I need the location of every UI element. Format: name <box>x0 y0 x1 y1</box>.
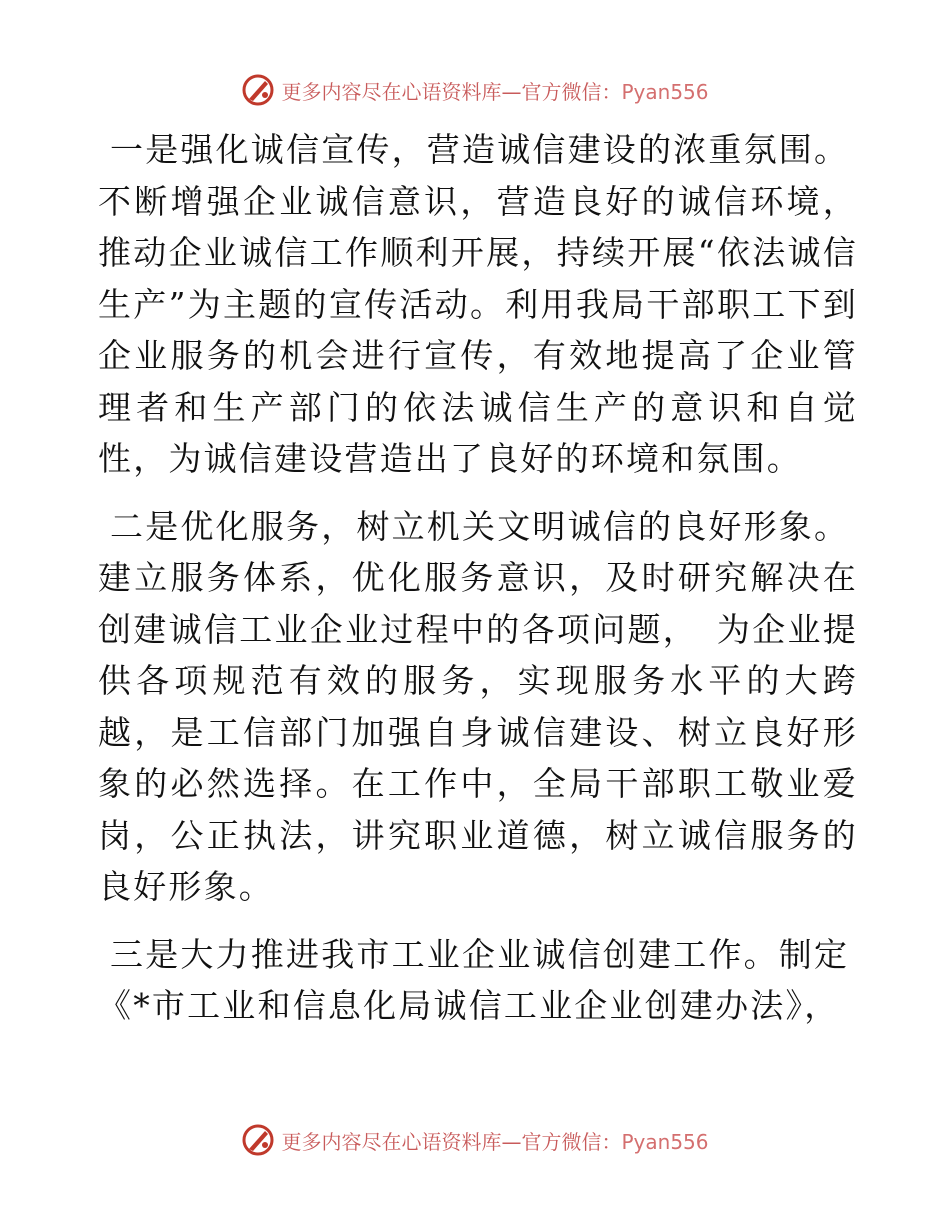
paragraph-2 <box>98 501 858 913</box>
paragraph-2-body: 建立服务体系，优化服务意识，及时研究解决在创建诚信工业企业过程中的各项问题， 为企业提供各项规范有效的服务，实现服务水平的大跨越，是工信部门加强自身诚信建设、树立良好形象的必然选择。在工作中，全局干部职工敬业爱岗，公正执法，讲究职业道德，树立诚信服务的良好形象。 <box>98 558 858 906</box>
watermark-footer <box>0 1120 950 1160</box>
watermark-text: 更多内容尽在心语资料库—官方微信：Pyan556 <box>281 1129 709 1154</box>
paragraph-1 <box>98 124 858 485</box>
paragraph-2-lead: 二是优化服务，树立机关文明诚信的良好形象。 <box>110 506 850 546</box>
quill-logo-icon <box>241 73 275 107</box>
watermark-text: 更多内容尽在心语资料库—官方微信：Pyan556 <box>281 79 709 104</box>
watermark-header <box>0 70 950 110</box>
paragraph-3-lead: 三是大力推进我市工业企业诚信创建工作。制定 <box>110 934 850 974</box>
quill-logo-icon <box>241 1123 275 1157</box>
paragraph-3 <box>98 929 858 1032</box>
paragraph-1-lead: 一是强化诚信宣传，营造诚信建设的浓重氛围。 <box>110 130 850 169</box>
document-body <box>98 124 858 1048</box>
paragraph-1-body: 不断增强企业诚信意识，营造良好的诚信环境，推动企业诚信工作顺利开展，持续开展“依法诚信生产”为主题的宣传活动。利用我局干部职工下到企业服务的机会进行宣传，有效地提高了企业管理者和生产部门的依法诚信生产的意识和自觉性，为诚信建设营造出了良好的环境和氛围。 <box>98 181 858 478</box>
paragraph-3-body: 《*市工业和信息化局诚信工业企业创建办法》， <box>98 986 840 1025</box>
